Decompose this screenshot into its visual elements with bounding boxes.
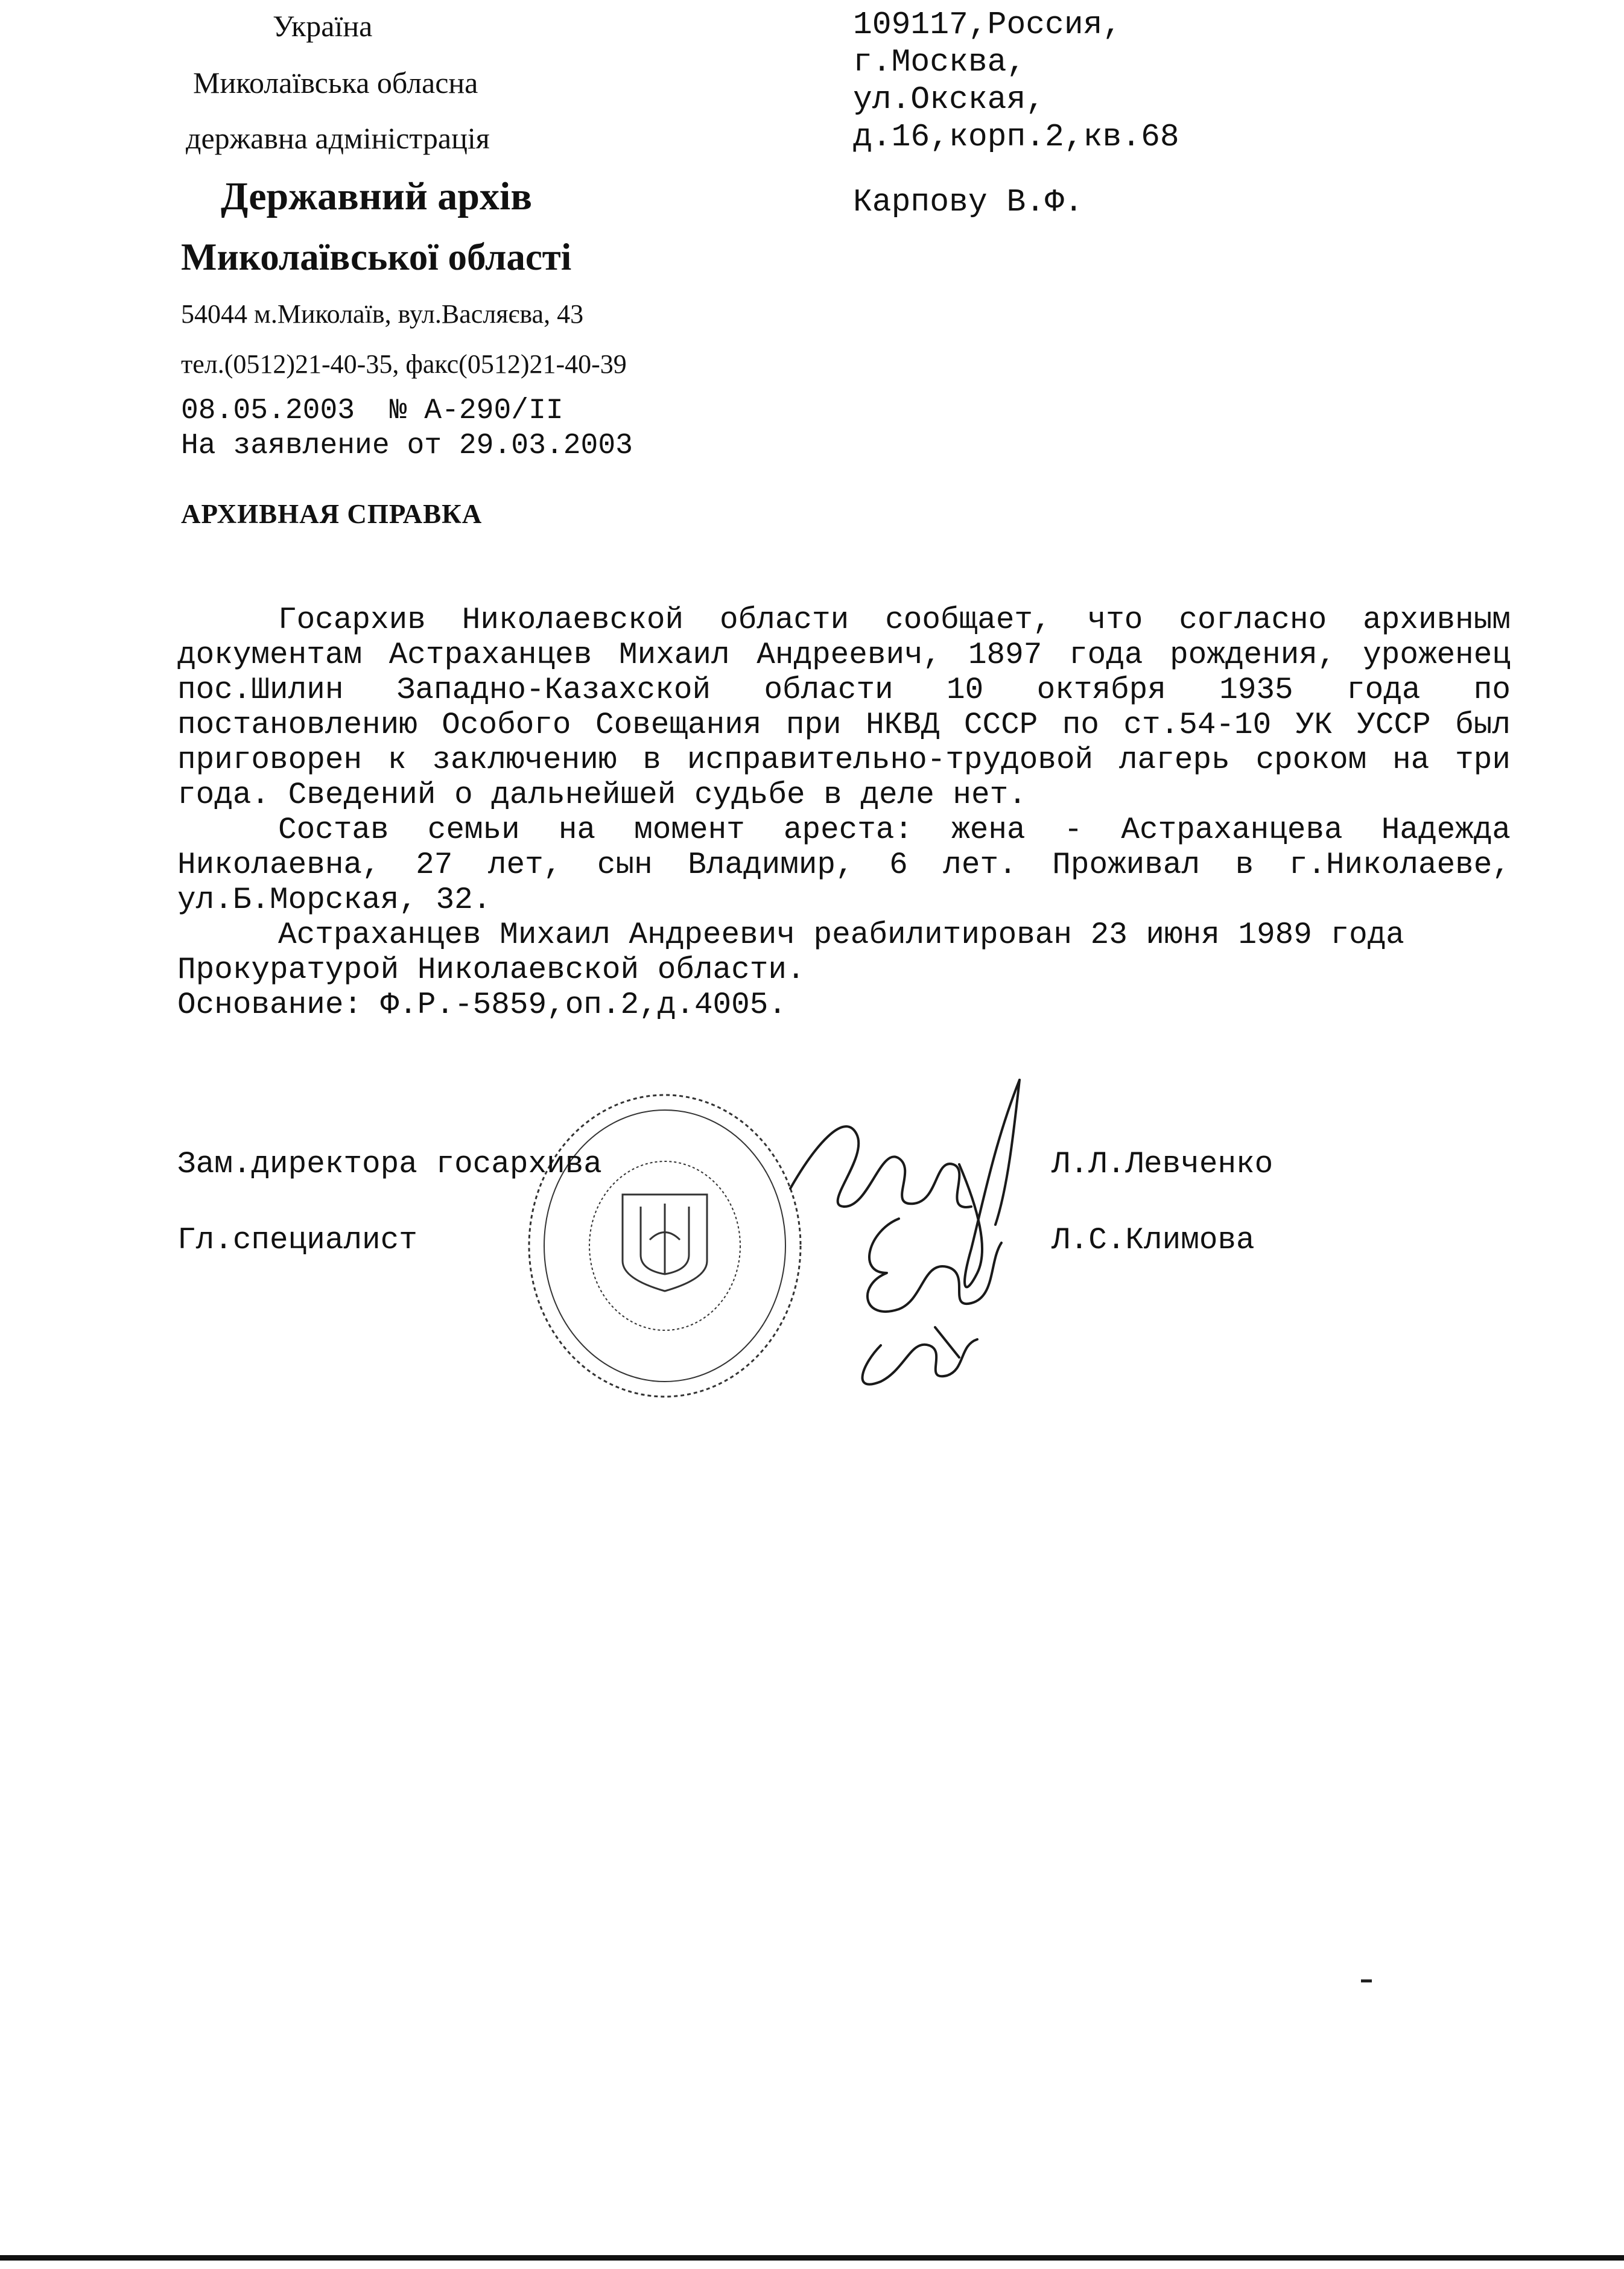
letterhead-phones: тел.(0512)21-40-35, факс(0512)21-40-39 — [181, 349, 627, 379]
letterhead-country: Україна — [273, 9, 373, 43]
body-paragraph-rehabilitation: Астраханцев Михаил Андреевич реабилитирован 23 июня 1989 года Прокуратурой Николаевской области. — [177, 918, 1404, 988]
recipient-line-building: д.16,корп.2,кв.68 — [853, 119, 1179, 155]
signature-deputy-position: Зам.директора госархива — [177, 1147, 602, 1182]
trident-icon — [623, 1195, 707, 1291]
signature-specialist-position: Гл.специалист — [177, 1223, 417, 1258]
letterhead-archive-title: Державний архів — [221, 174, 532, 218]
signature-deputy-name: Л.Л.Левченко — [1051, 1147, 1274, 1182]
body-paragraph-sentence: Госархив Николаевской области сообщает, что согласно архивным документам Астраханцев Михаил Андреевич, 1897 года рождения, уроженец пос.Шилин Западно-Казахской области 10 октября 1935 года по постановлению Особого Совещания при НКВД СССР по ст.54-10 УК УССР был приговорен к заключению в исправительно-трудовой лагерь сроком на три года. Сведений о дальнейшей судьбе в деле нет. — [177, 603, 1511, 813]
letterhead-admin-line2: державна адміністрація — [186, 121, 490, 155]
official-seal-stamp — [520, 1080, 810, 1406]
body-paragraph-family: Состав семьи на момент ареста: жена - Астраханцева Надежда Николаевна, 27 лет, сын Владимир, 6 лет. Проживал в г.Николаеве, ул.Б.Морская, 32. — [177, 813, 1511, 918]
recipient-name: Карпову В.Ф. — [853, 184, 1083, 220]
document-title: АРХИВНАЯ СПРАВКА — [181, 499, 483, 529]
signature-specialist-name: Л.С.Климова — [1051, 1223, 1255, 1258]
recipient-address-block — [853, 6, 1179, 156]
reference-request: На заявление от 29.03.2003 — [181, 430, 633, 462]
bottom-scan-edge — [0, 2255, 1624, 2261]
body-basis: Основание: Ф.Р.-5859,оп.2,д.4005. — [177, 988, 787, 1023]
recipient-line-street: ул.Окская, — [853, 81, 1045, 118]
letterhead-admin-line1: Миколаївська обласна — [193, 66, 478, 100]
scan-speck — [1361, 1979, 1372, 1982]
recipient-line-postcode-country: 109117,Россия, — [853, 7, 1122, 43]
reference-date-number: 08.05.2003 № А-290/II — [181, 395, 563, 427]
letterhead-address: 54044 м.Миколаїв, вул.Васляєва, 43 — [181, 299, 584, 329]
document-body — [177, 603, 1511, 1023]
handwritten-signature-klimova — [845, 1207, 1038, 1400]
recipient-line-city: г.Москва, — [853, 44, 1026, 80]
letterhead-archive-region: Миколаївської області — [181, 236, 572, 278]
